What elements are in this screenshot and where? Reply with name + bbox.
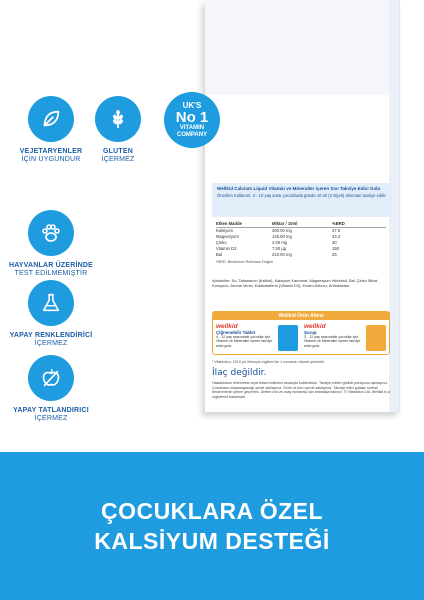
nutrient-brd: 33.3 <box>332 234 341 239</box>
nutrient-brd: 37.5 <box>332 228 341 233</box>
nutrient-name: Çinko <box>216 240 227 245</box>
nutrition-header-row <box>216 221 386 228</box>
badge-subtitle: İÇİN UYGUNDUR <box>21 156 81 163</box>
nutrition-header: Miktar / 10ml <box>272 221 298 226</box>
badge-title: YAPAY TATLANDIRICI <box>13 407 89 414</box>
leaf-icon <box>28 96 74 142</box>
nutrient-amount: 210.00 mg <box>272 252 292 257</box>
ingredients-text: İçindekiler: Su, Tatlandırıcı (Ksilitol), Kalsiyum Karbonat, Magnezyum Hidroksit, Bal, Çinko Sitrat, Koruyucu, Aroma Verici, Kolekalsiferol (Vitamin D3), Kıvam Arttırıcı, Antioksidan. <box>212 278 378 289</box>
headline-line2: KALSİYUM DESTEĞİ <box>94 528 330 554</box>
nutrition-header: %BRD <box>332 221 345 226</box>
company-footnote: * Vitabiotics, 2019 yılı itibarıyla İngiltere'de 1 numaralı vitamin şirketidir. <box>212 360 325 364</box>
badge-title: VEJETARYENLER <box>19 148 83 155</box>
box-top-panel <box>205 0 399 95</box>
badge-title: YAPAY RENKLENDİRİCİ <box>9 332 93 339</box>
product-pack-image <box>366 325 386 351</box>
badge-title: GLUTEN <box>103 148 133 155</box>
nutrient-brd: 25 <box>332 252 337 257</box>
product-name: Çiğnenebilir Tablet <box>216 330 256 335</box>
feature-badges <box>0 0 190 450</box>
product-info-title: Wellkid Calcium Liquid Vitamin ve Mineraller içeren Sıvı Takviye Edici Gıda <box>217 186 381 191</box>
badge-gluten <box>82 148 154 164</box>
table-row <box>216 252 386 258</box>
not-medicine-title: İlaç değildir. <box>212 368 267 378</box>
nutrition-footnote: *BRD: Beslenme Referans Değeri <box>216 260 274 264</box>
uk-badge-line3: VITAMIN COMPANY <box>176 124 208 138</box>
product-card-tablet <box>216 323 300 353</box>
apple-icon <box>28 355 74 401</box>
product-family-title: Wellkid Ürün Ailesi <box>213 312 389 320</box>
nutrient-amount: 125.00 mg <box>272 234 292 239</box>
product-name: Şurup <box>304 330 317 335</box>
product-family-box <box>212 311 390 355</box>
nutrient-amount: 300.00 mg <box>272 228 292 233</box>
badge-subtitle: İÇERMEZ <box>34 415 68 422</box>
nutrient-name: Vitamin D3 <box>216 246 237 251</box>
headline-banner <box>0 452 424 600</box>
warnings-text: Hastalıkların önlenmesi veya tedavi edilmesi amacıyla kullanılmaz. Tavsiye edilen günlük porsiyonu aşmayınız. Çocukların ulaşamayacağı yerde saklayınız. Serin ve kuru yerde saklayınız. Takviye edici gıdalar normal beslenmenin yerine geçemez. Üretim izni ve onay numarası için ambalaja bakınız. © Vitabiotics Ltd. Wellkid is a registered trademark. <box>212 381 390 399</box>
product-pack-image <box>278 325 298 351</box>
badge-subtitle: TEST EDİLMEMİŞTİR <box>14 270 88 277</box>
nutrient-brd: 150 <box>332 246 339 251</box>
nutrition-table <box>216 221 386 264</box>
paw-icon <box>28 210 74 256</box>
uk-badge-line2: No 1 <box>175 108 209 126</box>
wellkid-logo: wellkid <box>216 323 238 330</box>
headline-line1: ÇOCUKLARA ÖZEL <box>100 498 324 524</box>
badge-artificial-colour <box>0 332 102 348</box>
uk-no1-badge <box>164 92 220 148</box>
dosage-text: Önerilen Kullanım: 4 - 10 yaş arası çocuklarda günde 10 ml (2 ölçek) alınması tavsiye edilir. <box>217 192 387 198</box>
product-info-card <box>212 183 392 217</box>
nutrient-amount: 3.00 mg <box>272 240 288 245</box>
product-description: 4 - 12 yaş arasındaki çocuklar için Vitamin ve Mineraller içeren takviye edici gıda <box>216 335 273 348</box>
product-card-syrup <box>304 323 388 353</box>
nutrient-name: Kalsiyum <box>216 228 233 233</box>
badge-subtitle: İÇERMEZ <box>34 340 68 347</box>
uk-badge-line1: UK'S <box>182 100 202 110</box>
product-description: 3 - 12 yaş arasındaki çocuklar için Vitamin ve Mineraller içeren takviye edici gıda <box>304 335 361 348</box>
badge-animal-testing <box>0 262 102 278</box>
wellkid-logo: wellkid <box>304 323 326 330</box>
badge-title: HAYVANLAR ÜZERİNDE <box>8 262 94 269</box>
badge-artificial-sweetener <box>0 407 102 423</box>
nutrient-name: Bal <box>216 252 223 257</box>
nutrient-name: Magnezyum <box>216 234 239 239</box>
nutrient-amount: 7.50 µg <box>272 246 287 251</box>
flask-icon <box>28 280 74 326</box>
nutrient-brd: 30 <box>332 240 337 245</box>
badge-subtitle: İÇERMEZ <box>101 156 135 163</box>
nutrition-header: Etken Madde <box>216 221 242 226</box>
wheat-icon <box>95 96 141 142</box>
